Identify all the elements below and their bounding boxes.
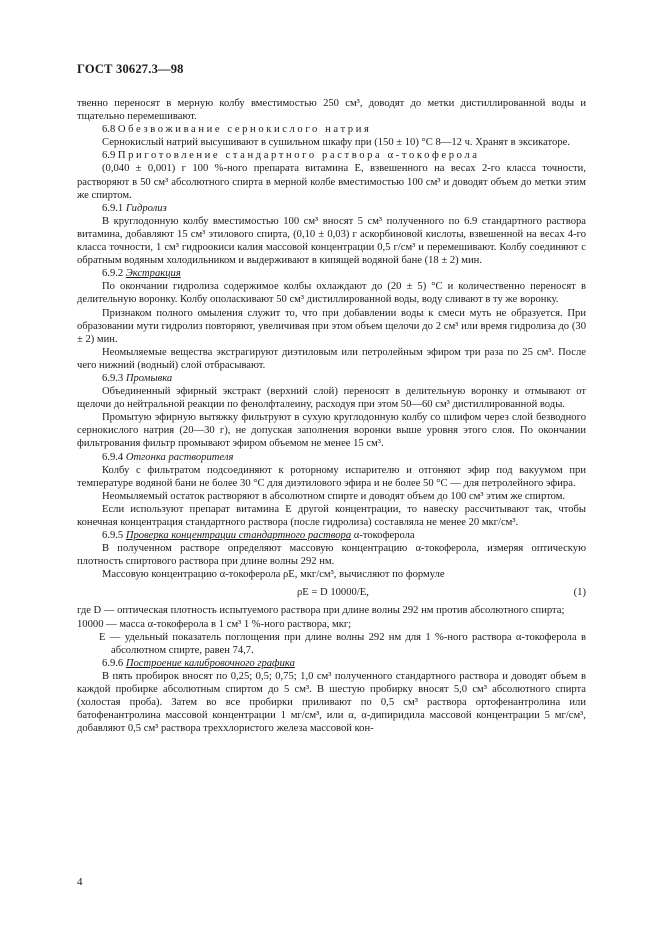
formula-1 <box>77 581 586 604</box>
paragraph: По окончании гидролиза содержимое колбы охлаждают до (20 ± 5) °С и количественно переносят в делительную воронку. Колбу ополаскивают 50 см³ дистиллированной воды, воду сливают в ту же воронку. <box>77 281 586 306</box>
definition-10000: 10000 — масса α-токоферола в 1 см³ 1 %-ного раствора, мкг; <box>77 618 352 630</box>
document-body <box>77 97 586 735</box>
paragraph: В пять пробирок вносят по 0,25; 0,5; 0,75; 1,0 см³ полученного стандартного раствора и доводят объем в каждой пробирке абсолютным спиртом до 5 см³. В шестую пробирку вносят 5,0 см³ абсолютного спирта (холостая проба). Затем во все пробирки приливают по 0,5 см³ раствора ортофенантролина или батофенантролина массовой концентрации 1 мг/см³, или α, α-дипиридила массовой концентрации 5 мг/см³, добавляют 0,5 см³ раствора треххлористого железа массовой кон- <box>77 670 586 735</box>
paragraph: Колбу с фильтратом подсоединяют к роторному испарителю и отгоняют эфир под вакуумом при температуре водяной бани не более 30 °С для диэтилового эфира и не более 50 °С — для петролейного эфира. <box>77 464 586 489</box>
section-heading-6-9: 6.9 Приготовление стандартного раствора α-токоферола <box>102 150 480 162</box>
paragraph: твенно переносят в мерную колбу вместимостью 250 см³, доводят до метки дистиллированной воды и тщательно перемешивают. <box>77 98 586 123</box>
formula-expression: ρE = D 10000/E, <box>297 587 369 599</box>
paragraph: Неомыляемый остаток растворяют в абсолютном спирте и доводят объем до 100 см³ этим же спиртом. <box>102 490 566 502</box>
paragraph: Сернокислый натрий высушивают в сушильном шкафу при (150 ± 10) °С 8—12 ч. Хранят в эксикаторе. <box>102 137 570 149</box>
paragraph: Объединенный эфирный экстракт (верхний слой) переносят в делительную воронку и отмывают от щелочи до нейтральной реакции по фенолфталеину, расходуя при этом 50—60 см³ дистиллированной воды. <box>77 386 586 411</box>
section-heading-6-9-5: 6.9.5 Проверка концентрации стандартного раствора α-токоферола <box>102 530 415 542</box>
definition-e: E — удельный показатель поглощения при длине волны 292 нм для 1 %-ного раствора α-токоферола в абсолютном спирте, равен 74,7. <box>99 631 586 656</box>
paragraph: В полученном растворе определяют массовую концентрацию α-токоферола, измеряя оптическую плотность спиртового раствора при длине волны 292 нм. <box>77 543 586 568</box>
formula-number: (1) <box>573 587 586 599</box>
paragraph: Признаком полного омыления служит то, что при добавлении воды к смеси муть не образуется. При образовании мути гидролиз повторяют, увеличивая при этом объем щелочи до 2 см³ или время гидролиза до (30 ± 2) мин. <box>77 307 586 345</box>
paragraph: Неомыляемые вещества экстрагируют диэтиловым или петролейным эфиром три раза по 25 см³. После чего нижний (водный) слой отбрасывают. <box>77 346 586 371</box>
section-heading-6-9-1: 6.9.1 Гидролиз <box>102 202 167 214</box>
paragraph: Промытую эфирную вытяжку фильтруют в сухую круглодонную колбу со шлифом через слой безводного сернокислого натрия (20—30 г), не допуская заполнения воронки выше уровня этого слоя. По окончании фильтрования фильтр промывают эфиром объемом не менее 15 см³. <box>77 412 586 450</box>
definition-d: где D — оптическая плотность испытуемого раствора при длине волны 292 нм против абсолютного спирта; <box>77 605 565 617</box>
paragraph: (0,040 ± 0,001) г 100 %-ного препарата витамина Е, взвешенного на весах 2-го класса точности, растворяют в 50 см³ абсолютного спирта в мерной колбе вместимостью 100 см³ и доводят объем до метки этим же спиртом. <box>77 163 586 201</box>
page-number: 4 <box>77 876 83 888</box>
section-heading-6-9-6: 6.9.6 Построение калибровочного графика <box>102 657 295 669</box>
section-heading-6-9-3: 6.9.3 Промывка <box>102 372 173 384</box>
paragraph: Массовую концентрацию α-токоферола ρE, мкг/см³, вычисляют по формуле <box>102 569 445 581</box>
section-heading-6-8: 6.8 Обезвоживание сернокислого натрия <box>102 124 372 136</box>
paragraph: В круглодонную колбу вместимостью 100 см³ вносят 5 см³ полученного по 6.9 стандартного раствора витамина, добавляют 15 см³ этилового спирта, (0,10 ± 0,03) г аскорбиновой кислоты, взвешенной на весах 4-го класса точности, 1 см³ гидроокиси калия массовой концентрации 0,5 г/см³ и перемешивают. Колбу соединяют с обратным водяным холодильником и выдерживают в кипящей водяной бане (18 ± 2) мин. <box>77 215 586 267</box>
paragraph: Если используют препарат витамина Е другой концентрации, то навеску рассчитывают так, чтобы конечная концентрация стандартного раствора (после гидролиза) составляла не менее 20 мкг/см³. <box>77 503 586 528</box>
section-heading-6-9-4: 6.9.4 Отгонка растворителя <box>102 451 234 463</box>
section-heading-6-9-2: 6.9.2 Экстракция <box>102 268 181 280</box>
document-header: ГОСТ 30627.3—98 <box>77 62 184 76</box>
